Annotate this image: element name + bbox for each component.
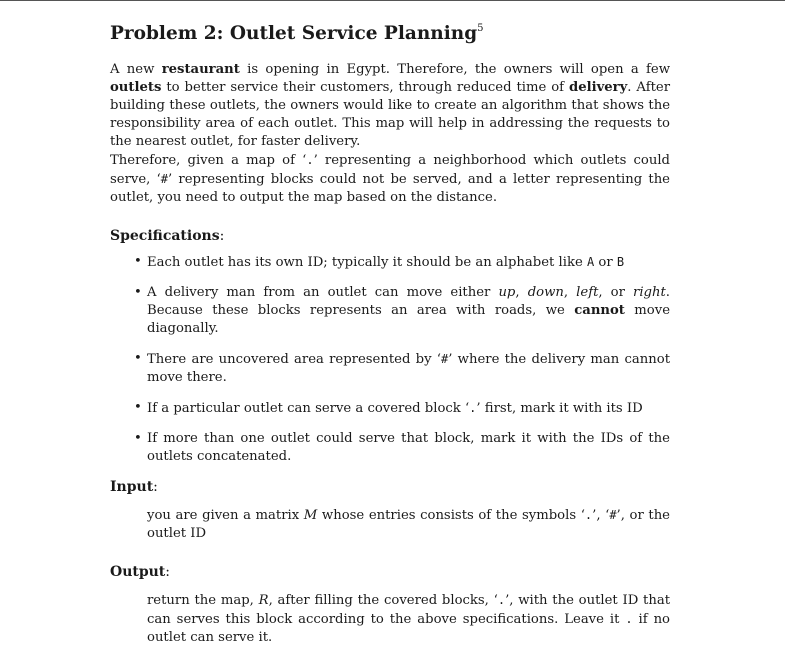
- bold-outlets: outlets: [110, 80, 162, 95]
- specifications-heading: Specifications:: [110, 228, 225, 244]
- bold-restaurant: restaurant: [161, 62, 240, 77]
- bullet-icon: •: [134, 254, 142, 269]
- input-description: you are given a matrix M whose entries consists of the symbols ‘.’, ‘#’, or the outlet ID: [147, 508, 670, 541]
- specifications-list: [110, 253, 670, 466]
- intro-p1: A new restaurant is opening in Egypt. Therefore, the owners will open a few outlets to better service their customers, through reduced time of delivery. After building these outlets, the owners would like to create an algorithm that shows the responsibility area of each outlet. This map will help in addressing the requests to the nearest outlet, for faster delivery.: [110, 62, 670, 149]
- title-text: Problem 2: Outlet Service Planning: [110, 23, 478, 44]
- bullet-icon: •: [134, 285, 142, 300]
- list-item: • There are uncovered area represented by ‘#’ where the delivery man cannot move there.: [134, 351, 670, 385]
- intro-p2: Therefore, given a map of ‘.’ representing a neighborhood which outlets could serve, ‘#’ representing blocks could not be served, and a letter representing the outlet, you need to output the map based on the distance.: [110, 153, 671, 205]
- list-item: • If a particular outlet can serve a covered block ‘.’ first, mark it with its ID: [134, 400, 643, 416]
- list-item: • A delivery man from an outlet can move either up, down, left, or right. Because these blocks represents an area with roads, we cannot move diagonally.: [134, 285, 670, 336]
- output-description: return the map, R, after filling the covered blocks, ‘.’, with the outlet ID that can serves this block according to the above specifications. Leave it . if no outlet can serve it.: [147, 593, 671, 645]
- list-item: • Each outlet has its own ID; typically it should be an alphabet like A or B: [134, 254, 625, 270]
- hash-symbol: #: [160, 172, 168, 186]
- list-item: • If more than one outlet could serve that block, mark it with the IDs of the outlets concatenated.: [134, 431, 670, 464]
- intro-paragraph: [110, 61, 670, 207]
- bullet-icon: •: [134, 431, 142, 446]
- bullet-icon: •: [134, 351, 142, 366]
- bullet-icon: •: [134, 400, 142, 415]
- footnote-mark: 5: [477, 23, 484, 34]
- dot-symbol: .: [306, 153, 314, 167]
- input-heading: Input:: [110, 479, 158, 495]
- bold-delivery: delivery: [569, 80, 628, 95]
- top-rule: [0, 0, 785, 1]
- document-page: [110, 10, 670, 647]
- output-heading: Output:: [110, 564, 170, 580]
- problem-title: [110, 16, 670, 47]
